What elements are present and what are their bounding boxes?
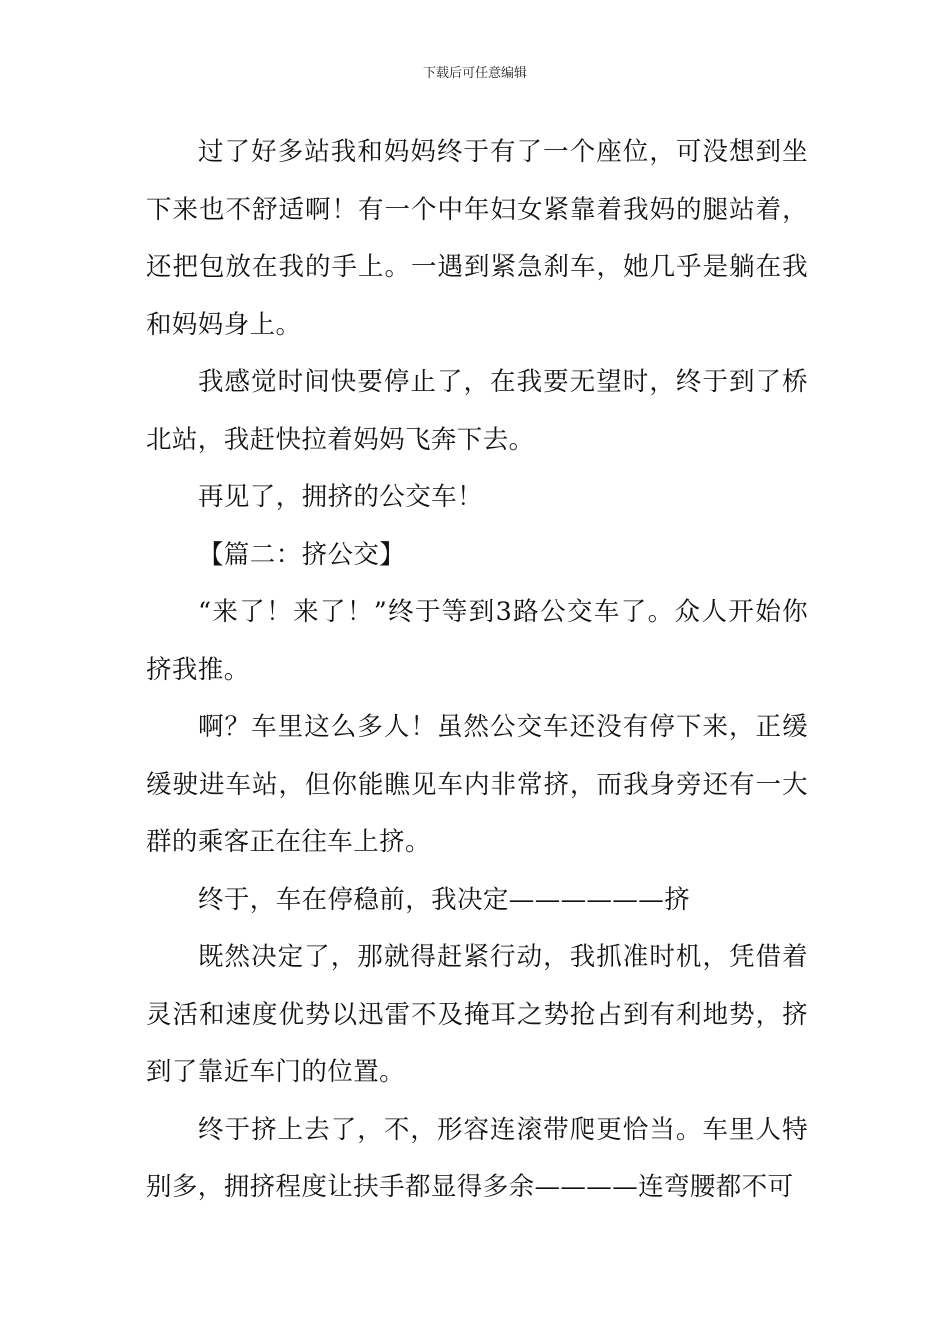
paragraph: 再见了，拥挤的公交车！: [198, 482, 483, 512]
paragraph: 过了好多站我和妈妈终于有了一个座位，可没想到坐下来也不舒适啊！有一个中年妇女紧靠着我妈的腿站着，还把包放在我的手上。一遇到紧急刹车，她几乎是躺在我和妈妈身上。: [146, 137, 808, 340]
page-header: 下载后可任意编辑: [422, 66, 527, 81]
paragraph: 我感觉时间快要停止了，在我要无望时，终于到了桥北站，我赶快拉着妈妈飞奔下去。: [146, 367, 808, 455]
document-body: [146, 124, 808, 1217]
paragraph: 终于挤上去了，不，形容连滚带爬更恰当。车里人特别多，拥挤程度让扶手都显得多余————连弯腰都不可: [146, 1114, 808, 1202]
paragraph: 啊？车里这么多人！虽然公交车还没有停下来，正缓缓驶进车站，但你能瞧见车内非常挤，而我身旁还有一大群的乘客正在往车上挤。: [146, 712, 808, 857]
paragraph: 终于，车在停稳前，我决定——————挤: [198, 884, 691, 915]
section-heading: 【篇二：挤公交】: [198, 539, 406, 570]
paragraph: 既然决定了，那就得赶紧行动，我抓准时机，凭借着灵活和速度优势以迅雷不及掩耳之势抢占到有利地势，挤到了靠近车门的位置。: [146, 942, 808, 1087]
paragraph: “来了！来了！”终于等到3路公交车了。众人开始你挤我推。: [146, 597, 808, 685]
